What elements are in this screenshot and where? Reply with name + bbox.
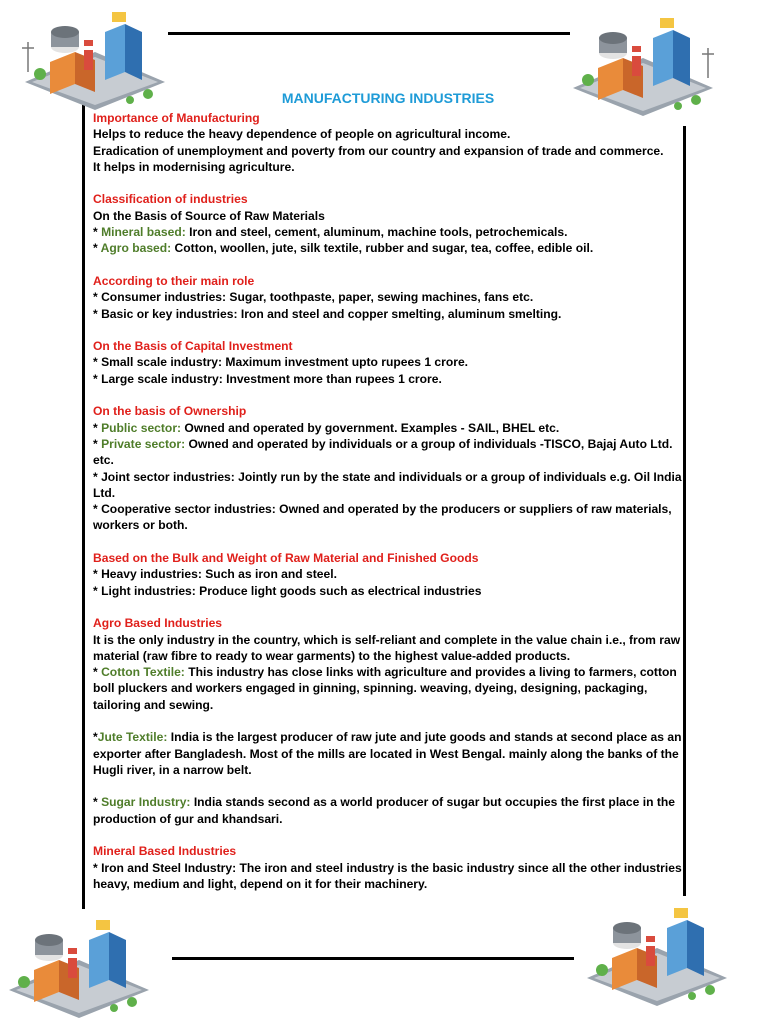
mineral-based-text: Iron and steel, cement, aluminum, machine tools, petrochemicals. (185, 225, 568, 240)
list-item: * Basic or key industries: Iron and steel and copper smelting, aluminum smelting. (93, 306, 562, 321)
bullet: * (93, 436, 102, 451)
agro-intro-paragraph: It is the only industry in the country, which is self-reliant and complete in the value chain i.e., from raw material (raw fibre to ready to wear garments) to the highest value-added products. (93, 632, 681, 663)
top-border-line (168, 32, 570, 35)
private-sector-label: Private sector: (101, 436, 186, 451)
bottom-border-line (172, 957, 574, 960)
list-item: * Light industries: Produce light goods such as electrical industries (93, 583, 482, 598)
sugar-industry-text: India stands second as a world producer of sugar but occupies the first place in the production of gur and khandsari. (93, 795, 675, 826)
iron-steel-item: * Iron and Steel Industry: The iron and steel industry is the basic industry since all the other industries heavy, medium and light, depend on it for their machinery. (93, 860, 682, 891)
joint-sector-item: * Joint sector industries: Jointly run by the state and individuals or a group of individuals e.g. Oil India Ltd. (93, 469, 682, 500)
jute-textile-text: India is the largest producer of raw jute and jute goods and stands at second place as an exporter after Bangladesh. Most of the mills are located in West Bengal. mainly along the banks of the Hugli river, in a narrow belt. (93, 730, 682, 777)
paragraph-line: Eradication of unemployment and poverty from our country and expansion of trade and commerce. (93, 143, 664, 158)
agro-based-item (93, 240, 683, 256)
bullet: * (93, 420, 102, 435)
section-heading-mineral: Mineral Based Industries (93, 844, 237, 859)
list-item: * Small scale industry: Maximum investment upto rupees 1 crore. (93, 355, 469, 370)
bullet: * (93, 795, 102, 810)
private-sector-text: Owned and operated by individuals or a group of individuals -TISCO, Bajaj Auto Ltd. etc. (93, 436, 673, 468)
mineral-based-label: Mineral based: (101, 225, 186, 240)
document-body (93, 90, 683, 892)
jute-textile-item (93, 729, 683, 778)
section-heading-bulk: Based on the Bulk and Weight of Raw Material and Finished Goods (93, 551, 479, 566)
mineral-based-item (93, 224, 683, 240)
bullet: * (93, 730, 98, 745)
subheading-raw-materials: On the Basis of Source of Raw Materials (93, 208, 325, 223)
bullet: * (93, 241, 101, 256)
public-sector-label: Public sector: (101, 420, 182, 435)
private-sector-item (93, 436, 683, 469)
sugar-industry-item (93, 794, 683, 827)
section-heading-role: According to their main role (93, 273, 255, 288)
section-heading-ownership: On the basis of Ownership (93, 404, 247, 419)
section-heading-agro: Agro Based Industries (93, 616, 223, 631)
sugar-industry-label: Sugar Industry: (101, 795, 191, 810)
list-item: * Consumer industries: Sugar, toothpaste, paper, sewing machines, fans etc. (93, 290, 534, 305)
agro-based-text: Cotton, woollen, jute, silk textile, rubber and sugar, tea, coffee, edible oil. (171, 241, 594, 256)
factory-illustration-icon (4, 910, 154, 1020)
public-sector-item (93, 420, 683, 436)
agro-based-label: Agro based: (100, 241, 172, 256)
cotton-textile-text: This industry has close links with agriculture and provides a living to farmers, cotton boll pluckers and workers engaged in ginning, spinning. weaving, dyeing, designing, packaging, tailoring and sewing. (93, 665, 677, 712)
public-sector-text: Owned and operated by government. Examples - SAIL, BHEL etc. (181, 420, 560, 435)
paragraph-line: It helps in modernising agriculture. (93, 159, 295, 174)
right-border-line (683, 126, 686, 896)
bullet: * (93, 665, 102, 680)
section-heading-classification: Classification of industries (93, 192, 248, 207)
cotton-textile-label: Cotton Textile: (101, 665, 185, 680)
factory-illustration-icon (582, 898, 732, 1008)
section-heading-importance: Importance of Manufacturing (93, 111, 260, 125)
section-heading-capital: On the Basis of Capital Investment (93, 339, 293, 354)
bullet: * (93, 225, 102, 240)
cotton-textile-item (93, 664, 683, 713)
left-border-line (82, 104, 85, 909)
page-title: MANUFACTURING INDUSTRIES (281, 90, 495, 106)
jute-textile-label: Jute Textile: (97, 730, 168, 745)
list-item: * Heavy industries: Such as iron and steel. (93, 567, 337, 582)
list-item: * Large scale industry: Investment more than rupees 1 crore. (93, 371, 442, 386)
paragraph-line: Helps to reduce the heavy dependence of people on agricultural income. (93, 127, 511, 142)
cooperative-sector-item: * Cooperative sector industries: Owned and operated by the producers or suppliers of raw materials, workers or both. (93, 502, 672, 533)
